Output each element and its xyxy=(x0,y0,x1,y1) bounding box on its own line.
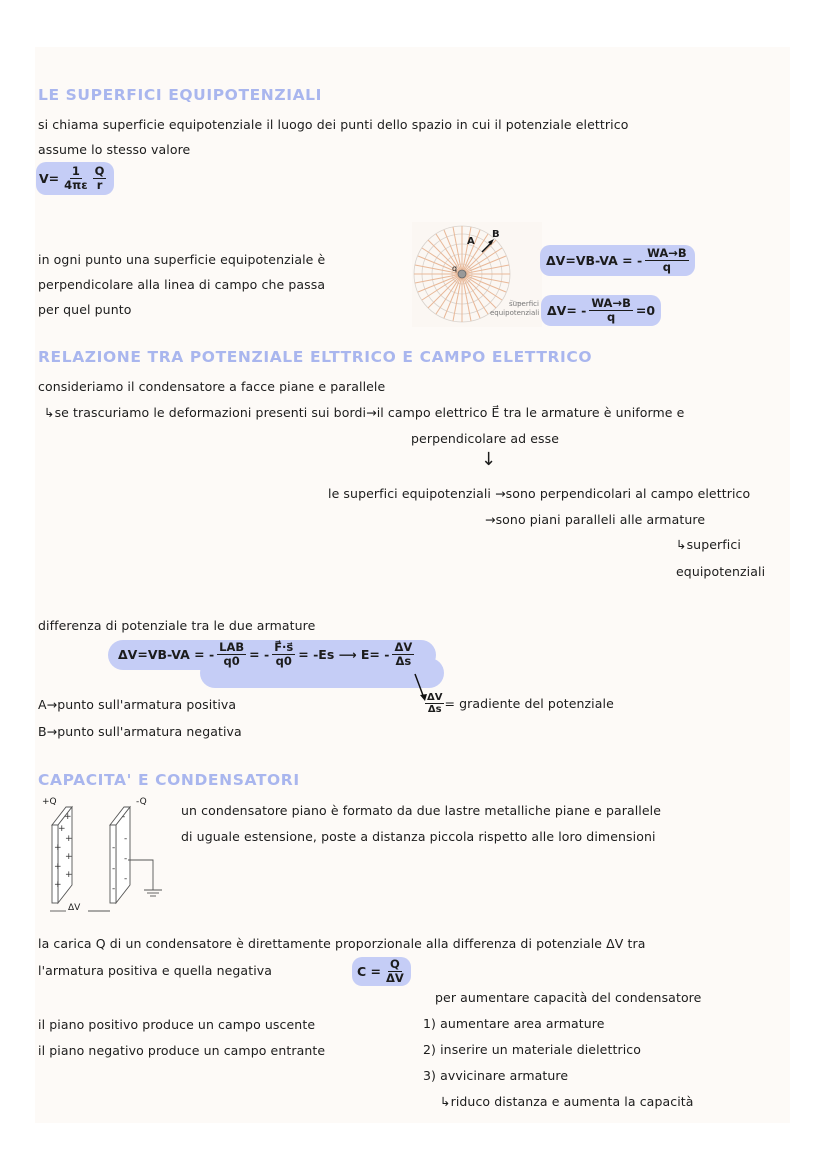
fraction: $\frac{\Delta V}{\Delta s}$ xyxy=(394,640,413,668)
capacitor-diagram xyxy=(38,795,178,913)
formula-lhs: ΔV=VB-VA = - xyxy=(546,253,643,268)
fraction: $\frac{F⃗\cdot s⃗}{q0}$ xyxy=(274,640,294,668)
formula-delta-v-zero xyxy=(541,295,661,326)
formula-part: = - xyxy=(249,647,270,662)
svg-text:-: - xyxy=(112,864,116,874)
heading-superfici-equipotenziali: LE SUPERFICI EQUIPOTENZIALI xyxy=(38,86,323,104)
capacitor-desc-line-2: di uguale estensione, poste a distanza piccola rispetto alle loro dimensioni xyxy=(181,829,656,844)
caption-line-1: superfici xyxy=(509,300,539,308)
perp-line-2: perpendicolare alla linea di campo che passa xyxy=(38,277,326,292)
svg-text:+: + xyxy=(54,880,62,890)
formula-part: = -Es ⟶ E= - xyxy=(298,647,390,662)
svg-text:-: - xyxy=(124,854,128,864)
formula-lhs: V= xyxy=(39,171,60,186)
delta-v-label: ΔV xyxy=(68,903,81,913)
svg-text:+: + xyxy=(65,870,73,880)
svg-text:+: + xyxy=(54,862,62,872)
label-q: q xyxy=(452,264,458,273)
svg-text:-: - xyxy=(112,843,116,853)
down-arrow-icon: ↓ xyxy=(481,449,497,470)
svg-text:+: + xyxy=(58,824,66,834)
formula-lhs: C = xyxy=(357,964,381,979)
equi-label: le superfici equipotenziali →sono perpendicolari al campo elettrico xyxy=(328,486,751,501)
formula-potential xyxy=(36,162,114,195)
fraction: $\frac{WA\to B}{q}$ xyxy=(591,296,631,324)
svg-text:+: + xyxy=(65,852,73,862)
formula-delta-v-work xyxy=(540,245,695,276)
minus-q-label: -Q xyxy=(136,797,147,807)
edge-deformation-note: ↳se trascuriamo le deformazioni presenti sui bordi→il campo elettrico E⃗ tra le armature è uniforme e xyxy=(44,405,685,420)
equipotential-diagram xyxy=(412,222,542,327)
perp-line-1: in ogni punto una superficie equipotenziale è xyxy=(38,252,326,267)
perp-line-3: per quel punto xyxy=(38,302,132,317)
fraction: $\frac{1}{4\pi\varepsilon}$ xyxy=(64,164,88,192)
gradient-label: = gradiente del potenziale xyxy=(444,695,614,711)
svg-text:-: - xyxy=(122,812,126,822)
svg-text:+: + xyxy=(65,834,73,844)
capacitor-desc-line-1: un condensatore piano è formato da due lastre metalliche piane e parallele xyxy=(181,803,662,818)
equi-sub-2: equipotenziali xyxy=(676,564,766,579)
charge-line-2: l'armatura positiva e quella negativa xyxy=(38,963,273,978)
fraction: $\frac{Q}{r}$ xyxy=(94,164,105,192)
fraction: $\frac{WA\to B}{q}$ xyxy=(647,246,687,274)
notes-page xyxy=(35,47,790,1123)
increase-item-2: 2) inserire un materiale dielettrico xyxy=(423,1042,641,1057)
potential-difference-title: differenza di potenziale tra le due armature xyxy=(38,618,316,633)
increase-sub-note: ↳riduco distanza e aumenta la capacità xyxy=(440,1094,694,1109)
formula-lhs: ΔV= - xyxy=(547,303,587,318)
formula-capacitance xyxy=(352,957,411,986)
gradient-note xyxy=(425,692,614,715)
charge-line-1: la carica Q di un condensatore è direttamente proporzionale alla differenza di potenziale ΔV tra xyxy=(38,936,646,951)
fraction: $\frac{\text{LAB}}{q0}$ xyxy=(219,640,245,668)
caption-line-2: equipotenziali xyxy=(490,309,540,317)
capacitor-plates-icon xyxy=(38,795,178,913)
svg-text:-: - xyxy=(112,884,116,894)
increase-item-1: 1) aumentare area armature xyxy=(423,1016,605,1031)
label-B: B xyxy=(492,229,500,240)
svg-text:+: + xyxy=(54,843,62,853)
plus-q-label: +Q xyxy=(42,797,57,807)
increase-item-3: 3) avvicinare armature xyxy=(423,1068,569,1083)
svg-text:-: - xyxy=(124,874,128,884)
fraction: $\frac{\Delta V}{\Delta s}$ xyxy=(427,692,443,715)
definition-line-2: assume lo stesso valore xyxy=(38,142,191,157)
formula-field-potential xyxy=(118,641,414,668)
perpendicular-note: perpendicolare ad esse xyxy=(411,431,560,446)
point-B-note: B→punto sull'armatura negativa xyxy=(38,724,242,739)
increase-capacity-title: per aumentare capacità del condensatore xyxy=(435,990,702,1005)
formula-rhs: =0 xyxy=(635,303,656,318)
formula-part: ΔV=VB-VA = - xyxy=(118,647,215,662)
equi-sub-1: ↳superfici xyxy=(676,537,741,552)
equi-point-2: →sono piani paralleli alle armature xyxy=(485,512,706,527)
heading-capacita-condensatori: CAPACITA' E CONDENSATORI xyxy=(38,771,300,789)
point-A-note: A→punto sull'armatura positiva xyxy=(38,697,237,712)
definition-line-1: si chiama superficie equipotenziale il luogo dei punti dello spazio in cui il potenziale elettrico xyxy=(38,117,629,132)
svg-text:+: + xyxy=(64,812,72,822)
fraction: $\frac{Q}{\Delta V}$ xyxy=(386,957,404,985)
plane-positive-note: il piano positivo produce un campo uscente xyxy=(38,1017,316,1032)
condenser-intro: consideriamo il condensatore a facce piane e parallele xyxy=(38,379,386,394)
svg-text:-: - xyxy=(124,834,128,844)
heading-relazione-potenziale-campo: RELAZIONE TRA POTENZIALE ELTTRICO E CAMPO ELETTRICO xyxy=(38,348,593,366)
plane-negative-note: il piano negativo produce un campo entrante xyxy=(38,1043,326,1058)
label-A: A xyxy=(467,236,475,247)
